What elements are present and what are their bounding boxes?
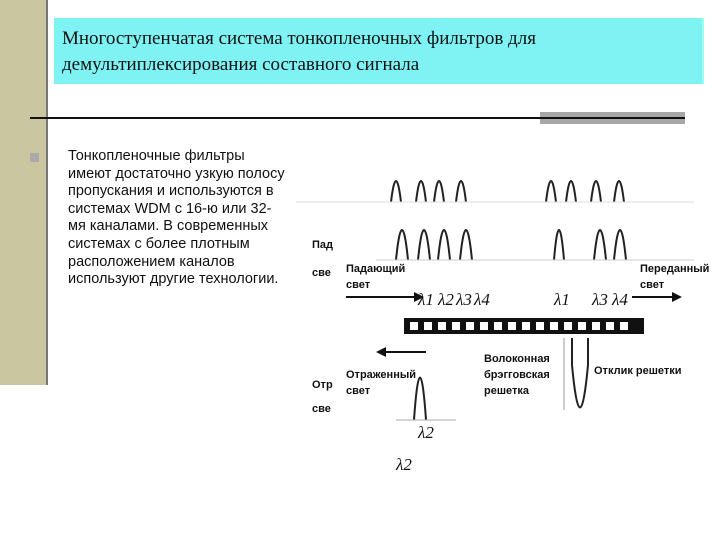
- reflected-label-2: свет: [346, 385, 371, 397]
- transmitted-arrowhead: [672, 292, 682, 302]
- transmitted-lambda-4: λ4: [612, 290, 628, 309]
- grating-label-2: брэгговская: [484, 369, 550, 381]
- incident-label-1: Падающий: [346, 263, 406, 275]
- cut-label-bottom-1: Отр: [312, 379, 333, 391]
- title-box: [54, 18, 704, 84]
- grating-response-label: Отклик решетки: [594, 365, 682, 377]
- bullet-text: Тонкопленочные фильтры имеют достаточно узкую полосу пропускания и используются в системах WDM с 16-ю или 32-мя каналами. В современных системах с более плотным расположением каналов используют другие технологии.: [68, 148, 285, 288]
- transmitted-lambda-1: λ1: [554, 290, 570, 309]
- cut-label-top-1: Пад: [312, 239, 334, 251]
- grating-label-1: Волоконная: [484, 353, 550, 365]
- left-decor-bar: [0, 0, 46, 385]
- reflected-peak: [414, 378, 426, 421]
- slide-title: Многоступенчатая система тонкопленочных фильтров для демультиплексирования составного сигнала: [62, 28, 536, 75]
- transmitted-label-2: свет: [640, 279, 665, 291]
- spectrum-peaks: [296, 181, 694, 260]
- transmitted-lambda-3: λ3: [592, 290, 608, 309]
- incident-lambda-3: λ3: [456, 290, 472, 309]
- grating-label-3: решетка: [484, 385, 529, 397]
- incident-label-2: свет: [346, 279, 371, 291]
- left-decor-line: [46, 0, 48, 385]
- figure-svg: [296, 160, 710, 486]
- title-rule: [30, 117, 685, 119]
- incident-lambda-2: λ2: [438, 290, 454, 309]
- bragg-grating-figure: [296, 160, 710, 486]
- transmitted-label-1: Переданный: [640, 263, 710, 275]
- cut-label-bottom-2: све: [312, 403, 331, 415]
- bullet-marker: [30, 153, 39, 162]
- grating-response-dip: [572, 338, 588, 408]
- cut-label-top-2: све: [312, 267, 331, 279]
- incident-lambda-4: λ4: [474, 290, 490, 309]
- reflected-label-1: Отраженный: [346, 369, 416, 381]
- lower-lambda: λ2: [396, 455, 412, 474]
- reflected-lambda: λ2: [418, 423, 434, 442]
- reflected-arrowhead: [376, 347, 386, 357]
- incident-lambda-1: λ1: [418, 290, 434, 309]
